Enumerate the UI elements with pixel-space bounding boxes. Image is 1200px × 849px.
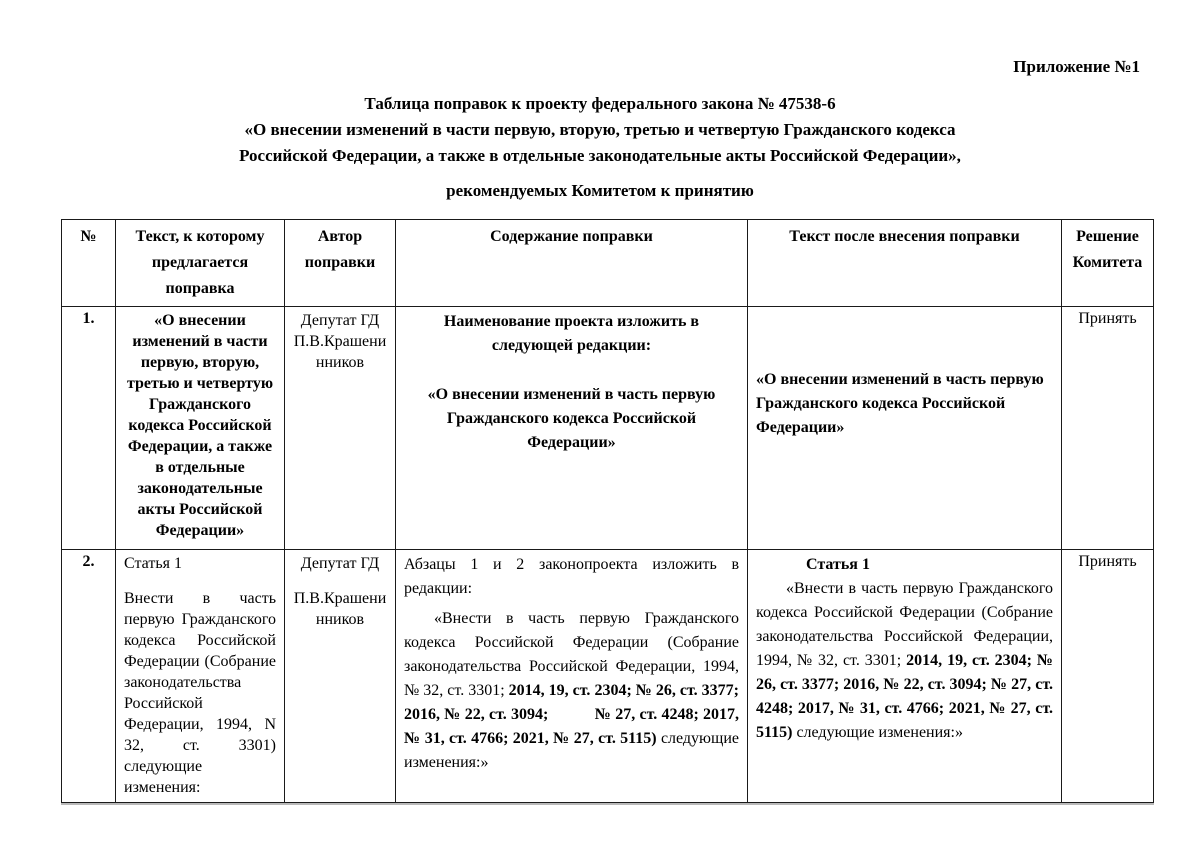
author-position: Депутат ГД <box>300 555 380 572</box>
source-article-heading: Статья 1 <box>124 555 182 572</box>
author-position: Депутат ГД <box>300 312 380 329</box>
header-number: № <box>62 220 116 307</box>
table-row-1 <box>62 307 1154 550</box>
cell-author <box>285 307 396 550</box>
title-line-3: Российской Федерации, а также в отдельные законодательные акты Российской Федерации», <box>239 146 961 165</box>
amendment-heading: Наименование проекта изложить в следующей редакции: <box>443 313 700 354</box>
title-line-2: «О внесении изменений в части первую, вторую, третью и четвертую Гражданского кодекса <box>244 120 956 139</box>
cell-result-text <box>748 307 1062 550</box>
quote-regular-text: «Внести в часть первую Гражданского кодекса Российской Федерации (Собрание законодательства Российской Федерации, 1994, № 32, ст. 3301; <box>756 580 1053 669</box>
document-title <box>0 91 1200 169</box>
cell-decision: Принять <box>1062 307 1154 550</box>
header-amendment-content: Содержание поправки <box>396 220 748 307</box>
amendment-intro: Абзацы 1 и 2 законопроекта изложить в редакции: <box>404 556 739 597</box>
table-header-row <box>62 220 1154 307</box>
quote-bold-text: 2014, 19, ст. 2304; № 26, ст. 3377; 2016, № 22, ст. 3094; № 27, ст. 4248; 2017, № 31, ст. 4766; 2021, № 27, ст. 5115) <box>756 652 1053 741</box>
quote-regular-text: «Внести в часть первую Гражданского кодекса Российской Федерации (Собрание законодательства Российской Федерации, 1994, № 32, ст. 3301; <box>404 610 739 699</box>
cell-source-text <box>116 550 285 803</box>
header-committee-decision: Решение Комитета <box>1062 220 1154 307</box>
header-source-text: Текст, к которому предлагается поправка <box>116 220 285 307</box>
quote-tail-text: следующие изменения:» <box>792 724 963 741</box>
amendment-quote: «О внесении изменений в часть первую Гражданского кодекса Российской Федерации» <box>427 386 716 451</box>
cell-author <box>285 550 396 803</box>
quote-bold-text: 2014, 19, ст. 2304; № 26, ст. 3377; 2016, № 22, ст. 3094; № 27, ст. 4248; 2017, № 31, ст. 4766; 2021, № 27, ст. 5115) <box>404 682 739 747</box>
result-article-heading: Статья 1 <box>806 556 870 573</box>
header-author: Автор поправки <box>285 220 396 307</box>
source-article-text: Внести в часть первую Гражданского кодекса Российской Федерации (Собрание законодательства Российской Федерации, 1994, N 32, ст. 3301) следующие изменения: <box>124 590 276 796</box>
title-line-1: Таблица поправок к проекту федерального закона № 47538-6 <box>364 94 836 113</box>
table-row-2 <box>62 550 1154 803</box>
quote-tail-text: следующие изменения:» <box>404 730 739 771</box>
cell-number: 2. <box>62 550 116 803</box>
result-quote: «О внесении изменений в часть первую Гражданского кодекса Российской Федерации» <box>756 371 1044 436</box>
result-quote <box>756 577 1053 745</box>
document-subtitle: рекомендуемых Комитетом к принятию <box>446 181 754 200</box>
cell-result-text <box>748 550 1062 803</box>
cell-source-text: «О внесении изменений в части первую, вторую, третью и четвертую Гражданского кодекса Российской Федерации, а также в отдельные законодательные акты Российской Федерации» <box>116 307 285 550</box>
author-name: П.В.Крашенинников <box>293 333 387 371</box>
cell-number: 1. <box>62 307 116 550</box>
cell-decision: Принять <box>1062 550 1154 803</box>
header-result-text: Текст после внесения поправки <box>748 220 1062 307</box>
cell-amendment-content <box>396 550 748 803</box>
amendments-table <box>61 219 1154 803</box>
amendment-quote <box>404 607 739 775</box>
author-name: П.В.Крашенинников <box>293 590 387 628</box>
annex-label: Приложение №1 <box>1013 57 1140 76</box>
cell-amendment-content <box>396 307 748 550</box>
